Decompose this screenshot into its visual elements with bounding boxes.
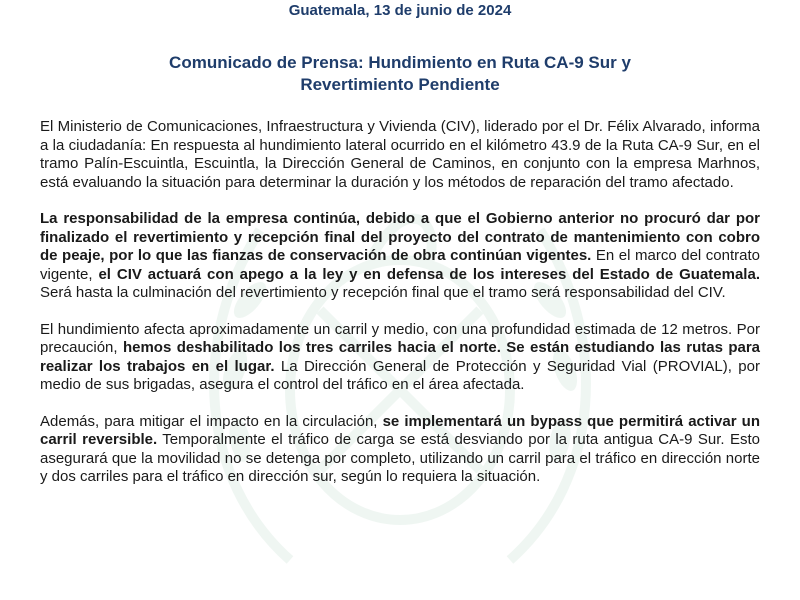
paragraph-3 bbox=[40, 321, 760, 395]
paragraph-text: El hundimiento afecta aproximadamente un carril y medio, con una profundidad estimada de 12 metros. Por precaución, bbox=[40, 320, 760, 356]
dateline: Guatemala, 13 de junio de 2024 bbox=[288, 2, 512, 19]
title-line-2: Revertimiento Pendiente bbox=[300, 75, 500, 94]
title-line-1: Comunicado de Prensa: Hundimiento en Ruta CA-9 Sur y bbox=[169, 53, 631, 72]
paragraph-1 bbox=[40, 118, 760, 192]
paragraph-text: Además, para mitigar el impacto en la circulación, bbox=[40, 412, 383, 430]
press-release-page bbox=[40, 0, 760, 487]
emphasized-text: La responsabilidad de la empresa continúa, debido a que el Gobierno anterior no procuró dar por finalizado el revertimiento y recepción final del proyecto del contrato de mantenimiento con cobro de peaje, por lo que las fianzas de conservación de obra continúan vigentes. bbox=[40, 210, 760, 264]
emphasized-text: se implementará un bypass que permitirá activar un carril reversible. bbox=[40, 412, 761, 448]
paragraph-text: En el marco del contrato vigente, bbox=[40, 247, 760, 283]
paragraph-2 bbox=[40, 210, 760, 303]
paragraph-text: El Ministerio de Comunicaciones, Infraestructura y Vivienda (CIV), liderado por el Dr. Félix Alvarado, informa a la ciudadanía: En respuesta al hundimiento lateral ocurrido en el kilómetro 43.9 de la Ruta CA-9 Sur, en el tramo Palín-Escuintla, Escuintla, la Dirección General de Caminos, en conjunto con la empresa Marhnos, está evaluando la situación para determinar la duración y los métodos de reparación del tramo afectado. bbox=[40, 118, 760, 191]
paragraph-text: Temporalmente el tráfico de carga se está desviando por la ruta antigua CA-9 Sur. Esto asegurará que la movilidad no se detenga por completo, utilizando un carril para el tráfico en dirección norte y dos carriles para el tráfico en dirección sur, según lo requiera la situación. bbox=[40, 431, 760, 485]
emphasized-text: el CIV actuará con apego a la ley y en defensa de los intereses del Estado de Guatemala. bbox=[98, 265, 760, 283]
emphasized-text: hemos deshabilitado los tres carriles hacia el norte. Se están estudiando las rutas para realizar los trabajos en el lugar. bbox=[40, 339, 760, 375]
page-title bbox=[40, 52, 760, 96]
paragraph-text: Será hasta la culminación del revertimiento y recepción final que el tramo será responsabilidad del CIV. bbox=[40, 284, 726, 301]
paragraph-4 bbox=[40, 413, 760, 487]
paragraph-text: La Dirección General de Protección y Seguridad Vial (PROVIAL), por medio de sus brigadas, asegura el control del tráfico en el área afectada. bbox=[40, 357, 760, 393]
